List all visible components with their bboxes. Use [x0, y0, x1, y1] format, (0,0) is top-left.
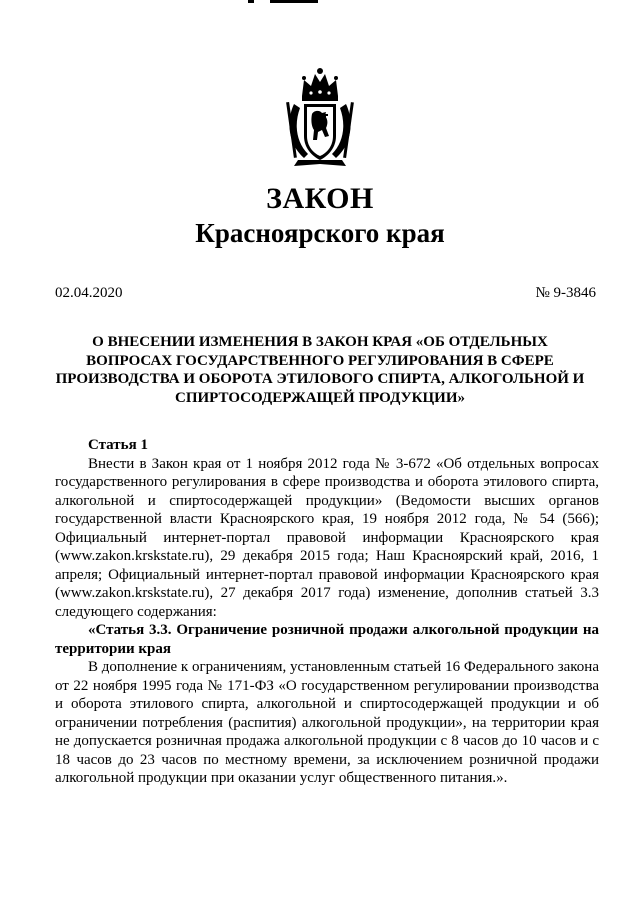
law-heading: О ВНЕСЕНИИ ИЗМЕНЕНИЯ В ЗАКОН КРАЯ «ОБ ОТДЕЛЬНЫХ ВОПРОСАХ ГОСУДАРСТВЕННОГО РЕГУЛИРОВАНИЯ В СФЕРЕ ПРОИЗВОДСТВА И ОБОРОТА ЭТИЛОВОГО СПИРТА, АЛКОГОЛЬНОЙ И СПИРТОСОДЕРЖАЩЕЙ ПРОДУКЦИИ»: [55, 334, 585, 406]
top-scan-mark: [248, 0, 348, 4]
document-number: № 9-3846: [535, 285, 596, 301]
sub-article-paragraph: В дополнение к ограничениям, установленным статьей 16 Федерального закона от 22 ноября 1995 года № 171-ФЗ «О государственном регулировании производства и оборота этилового спирта, алкогольной и спиртосодержащей продукции и об ограничении потребления (распития) алкогольной продукции», на территории края не допускается розничная продажа алкогольной продукции с 8 часов до 10 часов и с 18 часов до 23 часов по местному времени, за исключением розничной продажи алкогольной продукции при оказании услуг общественного питания.».: [55, 659, 599, 786]
document-body: [55, 436, 599, 788]
document-date: 02.04.2020: [55, 285, 123, 301]
document-subtitle: Красноярского края: [195, 218, 445, 248]
article-title: Статья 1: [88, 437, 148, 453]
document-title: ЗАКОН: [266, 182, 374, 215]
coat-of-arms-icon: [284, 66, 356, 170]
sub-article-title: «Статья 3.3. Ограничение розничной продажи алкогольной продукции на территории края: [55, 622, 599, 657]
article-paragraph: Внести в Закон края от 1 ноября 2012 года № 3-672 «Об отдельных вопросах государственного регулирования в сфере производства и оборота этилового спирта, алкогольной и спиртосодержащей продукции» (Ведомости высших органов государственной власти Красноярского края, 19 ноября 2012 года, № 54 (566); Официальный интернет-портал правовой информации Красноярского края (www.zakon.krskstate.ru), 29 декабря 2015 года; Наш Красноярский край, 2016, 1 апреля; Официальный интернет-портал правовой информации Красноярского края (www.zakon.krskstate.ru), 27 декабря 2017 года) изменение, дополнив статьей 3.3 следующего содержания:: [55, 455, 599, 620]
